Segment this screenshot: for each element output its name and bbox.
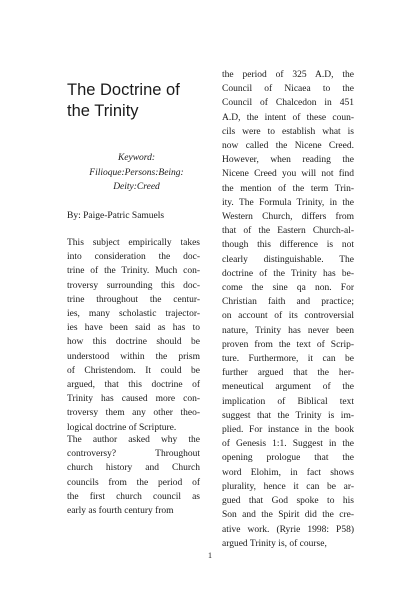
text-line: early as fourth century from xyxy=(67,506,174,517)
text-line: church history and Church xyxy=(67,463,200,474)
text-line: the first church council as xyxy=(67,491,200,502)
text-line: Nicene Creed you will not find xyxy=(222,169,354,180)
text-line: nature, Trinity has never been xyxy=(222,325,354,336)
text-line: However, when reading the xyxy=(222,155,354,166)
keywords-list-line-2: Deity:Creed xyxy=(113,182,160,192)
text-line: troversy surrounding this doc- xyxy=(67,280,200,291)
text-line: implication of Biblical text xyxy=(222,396,354,407)
text-line: the mention of the term Trin- xyxy=(222,183,354,194)
body-paragraph-1 xyxy=(67,236,200,435)
text-line: of Christendom. It could be xyxy=(67,365,200,376)
text-line: A.D, the intent of these coun- xyxy=(222,112,354,123)
text-line: understood within the prism xyxy=(67,351,200,362)
text-line: of Genesis 1:1. Suggest in the xyxy=(222,439,354,450)
text-line: ture. Furthermore, it can be xyxy=(222,354,354,365)
text-line: argued, that this doctrine of xyxy=(67,380,200,391)
text-line: trine throughout the centur- xyxy=(67,294,200,305)
text-line: clearly distinguishable. The xyxy=(222,254,354,265)
text-line: ity. The Formula Trinity, in the xyxy=(222,197,354,208)
text-line: cils were to establish what is xyxy=(222,126,354,137)
text-line: plied. For instance in the book xyxy=(222,425,354,436)
text-line: The author asked why the xyxy=(67,435,200,445)
text-line: Christian faith and practice; xyxy=(222,297,354,308)
text-line: ies, many scholastic trajector- xyxy=(67,309,200,320)
text-line: gued that God spoke to his xyxy=(222,496,354,507)
text-line: Son and the Spirit did the cre- xyxy=(222,510,354,521)
keywords-block xyxy=(64,151,209,195)
text-line: trine of the Trinity. Much con- xyxy=(67,266,200,277)
text-line: on account of its controversial xyxy=(222,311,354,322)
author-byline: By: Paige-Patric Samuels xyxy=(67,211,165,221)
text-line: the period of 325 A.D, the xyxy=(222,70,354,80)
body-right-column xyxy=(222,68,354,551)
text-line: further argued that the her- xyxy=(222,368,354,379)
text-line: though this difference is not xyxy=(222,240,354,251)
text-line: Western Church, differs from xyxy=(222,212,354,223)
text-line: controversy? Throughout xyxy=(67,449,200,460)
text-line: doctrine of the Trinity has be- xyxy=(222,268,354,279)
text-line: now called the Nicene Creed. xyxy=(222,141,354,152)
text-line: plurality, hence it can be ar- xyxy=(222,481,354,492)
text-line: Council of Chalcedon in 451 xyxy=(222,98,354,109)
text-line: troversy them any other theo- xyxy=(67,408,200,419)
text-line: ies have been said as has to xyxy=(67,323,200,334)
body-paragraph-2 xyxy=(67,433,200,518)
keywords-list-line-1: Filioque:Persons:Being: xyxy=(89,167,184,178)
text-line: opening prologue that the xyxy=(222,453,354,464)
text-line: meneutical argument of the xyxy=(222,382,354,393)
keywords-label: Keyword: xyxy=(117,153,156,163)
text-line: that of the Eastern Church-al- xyxy=(222,226,354,237)
text-line: This subject empirically takes xyxy=(67,238,200,248)
text-line: ative work. (Ryrie 1998: P58) xyxy=(222,524,354,535)
text-line: proven from the text of Scrip- xyxy=(222,339,354,350)
text-line: how this doctrine should be xyxy=(67,337,200,348)
text-line: into consideration the doc- xyxy=(67,252,200,263)
text-line: Trinity has caused more con- xyxy=(67,394,200,405)
document-title: The Doctrine of the Trinity xyxy=(67,81,180,120)
text-line: Council of Nicaea to the xyxy=(222,84,354,95)
text-line: councils from the period of xyxy=(67,477,200,488)
text-line: word Elohim, in fact shows xyxy=(222,467,354,478)
text-line: come the sine qa non. For xyxy=(222,283,354,294)
text-line: logical doctrine of Scripture. xyxy=(67,422,177,433)
text-line: argued Trinity is, of course, xyxy=(222,538,327,549)
text-line: suggest that the Trinity is im- xyxy=(222,410,354,421)
page-number: 1 xyxy=(208,551,212,560)
